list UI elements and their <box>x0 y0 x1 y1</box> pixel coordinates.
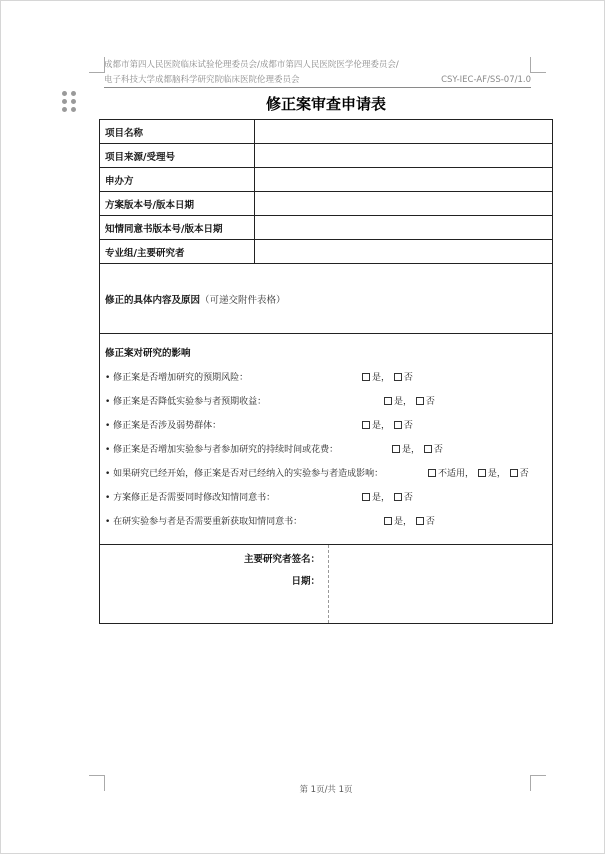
question-text: • 方案修正是否需要同时修改知情同意书： <box>105 492 276 503</box>
field-label: 方案版本号/版本日期 <box>100 192 255 216</box>
no-label: 否 <box>403 420 413 431</box>
yes-label: 是， <box>394 396 413 407</box>
table-row <box>100 192 553 216</box>
yes-label: 是， <box>402 444 421 455</box>
no-checkbox[interactable] <box>416 517 424 525</box>
reason-label: 修正的具体内容及原因 <box>105 294 201 306</box>
signature-field[interactable] <box>329 545 547 623</box>
no-label: 否 <box>403 372 413 383</box>
no-checkbox[interactable] <box>416 397 424 405</box>
field-value-project-name[interactable] <box>255 120 553 144</box>
field-value-consent-version[interactable] <box>255 216 553 240</box>
no-label: 否 <box>433 444 443 455</box>
signature-section <box>100 545 553 624</box>
field-label: 专业组/主要研究者 <box>100 240 255 264</box>
yes-checkbox[interactable] <box>362 493 370 501</box>
table-row <box>100 264 553 334</box>
impact-section <box>100 334 553 545</box>
question-row <box>105 438 547 462</box>
no-checkbox[interactable] <box>510 469 518 477</box>
question-text: • 修正案是否涉及弱势群体： <box>105 420 222 431</box>
no-checkbox[interactable] <box>394 421 402 429</box>
yes-checkbox[interactable] <box>362 421 370 429</box>
table-row <box>100 240 553 264</box>
date-label: 日期： <box>291 576 320 587</box>
table-row <box>100 334 553 545</box>
yes-label: 是， <box>372 420 391 431</box>
yes-checkbox[interactable] <box>362 373 370 381</box>
question-row <box>105 390 547 414</box>
answer-options <box>361 366 413 390</box>
field-value-source-number[interactable] <box>255 144 553 168</box>
page-header <box>104 58 531 88</box>
form-title: 修正案审查申请表 <box>265 95 386 113</box>
question-text: • 在研实验参与者是否需要重新获取知情同意书： <box>105 516 303 527</box>
yes-checkbox[interactable] <box>478 469 486 477</box>
field-label: 项目来源/受理号 <box>100 144 255 168</box>
yes-label: 是， <box>394 516 413 527</box>
question-row <box>105 462 547 486</box>
field-label: 知情同意书版本号/版本日期 <box>100 216 255 240</box>
application-form-table <box>99 119 553 624</box>
margin-corner-top-left <box>89 57 105 73</box>
no-checkbox[interactable] <box>424 445 432 453</box>
answer-options <box>427 462 529 486</box>
header-line-1: 成都市第四人民医院临床试验伦理委员会/成都市第四人民医院医学伦理委员会/ <box>104 60 399 70</box>
impact-title: 修正案对研究的影响 <box>105 347 191 359</box>
no-label: 否 <box>519 468 529 479</box>
answer-options <box>383 390 435 414</box>
field-value-investigator[interactable] <box>255 240 553 264</box>
no-checkbox[interactable] <box>394 373 402 381</box>
question-row <box>105 414 547 438</box>
document-code: CSY-IEC-AF/SS-07/1.0 <box>441 75 531 85</box>
yes-label: 是， <box>372 492 391 503</box>
answer-options <box>383 510 435 534</box>
pi-signature-label: 主要研究者签名： <box>243 554 320 565</box>
header-line-2: 电子科技大学成都脑科学研究院临床医院伦理委员会 <box>104 75 300 85</box>
no-label: 否 <box>403 492 413 503</box>
drag-handle-icon[interactable] <box>62 91 76 113</box>
question-text: • 修正案是否增加实验参与者参加研究的持续时间或花费： <box>105 444 339 455</box>
question-row <box>105 486 547 510</box>
question-row <box>105 510 547 534</box>
question-text: • 修正案是否降低实验参与者预期收益： <box>105 396 267 407</box>
yes-label: 是， <box>487 468 506 479</box>
answer-options <box>391 438 443 462</box>
not-applicable-label: 不适用， <box>438 468 475 479</box>
yes-checkbox[interactable] <box>384 397 392 405</box>
no-checkbox[interactable] <box>394 493 402 501</box>
page-number: 第 1页/共 1页 <box>299 785 353 795</box>
answer-options <box>361 486 413 510</box>
table-row <box>100 120 553 144</box>
no-label: 否 <box>425 396 435 407</box>
answer-options <box>361 414 413 438</box>
yes-label: 是， <box>372 372 391 383</box>
yes-checkbox[interactable] <box>392 445 400 453</box>
question-text: • 修正案是否增加研究的预期风险： <box>105 372 249 383</box>
table-row <box>100 168 553 192</box>
yes-checkbox[interactable] <box>384 517 392 525</box>
reason-note: （可递交附件表格） <box>200 294 286 306</box>
field-value-sponsor[interactable] <box>255 168 553 192</box>
margin-corner-top-right <box>530 57 546 73</box>
field-label: 项目名称 <box>100 120 255 144</box>
question-text: • 如果研究已经开始，修正案是否对已经纳入的实验参与者造成影响： <box>105 468 384 479</box>
no-label: 否 <box>425 516 435 527</box>
field-label: 申办方 <box>100 168 255 192</box>
amendment-reason-cell[interactable] <box>100 264 553 334</box>
field-value-protocol-version[interactable] <box>255 192 553 216</box>
table-row <box>100 545 553 624</box>
table-row <box>100 144 553 168</box>
header-rule <box>104 87 531 88</box>
table-row <box>100 216 553 240</box>
signature-labels <box>105 545 329 623</box>
question-row <box>105 366 547 390</box>
not-applicable-checkbox[interactable] <box>428 469 436 477</box>
